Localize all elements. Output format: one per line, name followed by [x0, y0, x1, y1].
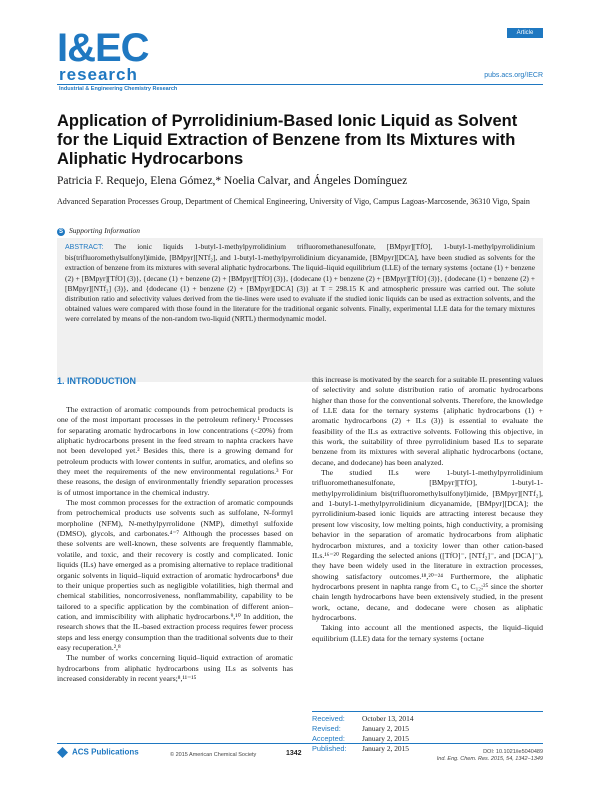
publication-dates [312, 714, 543, 754]
supporting-info-icon: S [58, 229, 63, 235]
page-number: 1342 [286, 750, 302, 757]
date-value: January 2, 2015 [362, 724, 410, 733]
publisher-logo [57, 747, 139, 758]
paragraph: Taking into account all the mentioned aspects, the liquid–liquid equilibrium (LLE) data for the ternary systems {octane [312, 623, 543, 643]
supporting-information-link[interactable] [57, 226, 140, 236]
journal-logo: I&EC [57, 26, 149, 70]
paragraph: The extraction of aromatic compounds from petrochemical products is one of the most important processes in the petroleum refinery.¹ Processes for separating aromatic hydrocarbons in low concentrations (<20%) from aliphatic hydrocarbons present in the feed stream to naphta crackers have not been developed yet.² Besides this, there is a growing demand for petroleum products with lower contents in sulfur, aromatics, and olefins so they meet the requirements of the new environmental regulations.³ For these reasons, the design of environmentally friendly separation processes is of utmost importance in the chemical industry. [57, 405, 293, 497]
paragraph: The number of works concerning liquid–liquid extraction of aromatic hydrocarbons from aliphatic hydrocarbons using ILs as solvents has increased considerably in recent years;⁸,¹¹⁻¹⁵ [57, 653, 293, 683]
date-value: October 13, 2014 [362, 714, 414, 723]
doi-citation [423, 749, 543, 763]
abstract-text: The ionic liquids 1-butyl-1-methylpyrrolidinium trifluoromethanesulfonate, [BMpyr][TfO], 1-butyl-1-methylpyrrolidinium bis(trifluoromethylsulfonyl)imide, [BMpyr][NTf₂], and 1-butyl-1-methylpyrrolidinium dicyanamide, [BMpyr][DCA], have been studied as solvents for the extraction of benzene from its mixtures with several aliphatic hydrocarbons. The liquid–liquid equilibrium (LLE) of the ternary systems {octane (1) + benzene (2) + [BMpyr][TfO] (3)}, {decane (1) + benzene (2) + [BMpyr][TfO] (3)}, {dodecane (1) + benzene (2) + [BMpyr][TfO] (3)}, {dodecane (1) + benzene (2) + [BMpyr][NTf₂] (3)}, and {dodecane (1) + benzene (2) + [BMpyr][DCA] (3)} at T = 298.15 K and atmospheric pressure was carried out. The solute distribution ratio and selectivity values derived from the tie-lines were used to evaluate if the studied ionic liquids can be used as extraction solvents, and the obtained values were compared with those found in the literature for the traditional organic solvents. Finally, experimental LLE data for the ternary mixtures were correlated by means of the non-random two-liquid (NRTL) thermodynamic model. [65, 242, 535, 324]
date-value: January 2, 2015 [362, 734, 410, 743]
acs-diamond-icon [57, 747, 68, 758]
copyright-notice: © 2015 American Chemical Society [170, 752, 257, 758]
article-title: Application of Pyrrolidinium-Based Ionic Liquid as Solvent for the Liquid Extraction of Benzene from Its Mixtures with Aliphatic Hydrocarbons [57, 112, 518, 168]
date-label: Published: [312, 744, 347, 753]
footer-divider [57, 743, 543, 744]
body-column-left [57, 405, 293, 684]
abstract-box [57, 238, 543, 382]
date-label: Accepted: [312, 734, 345, 743]
article-type-badge: Article [507, 28, 543, 38]
body-column-right [312, 375, 543, 644]
author-list: Patricia F. Requejo, Elena Gómez,* Noelia Calvar, and Ángeles Domínguez [57, 175, 408, 187]
paragraph: The most common processes for the extraction of aromatic compounds from petrochemical products use solvents such as sulfolane, N-formyl morpholine (NFM), N-methylpyrrolidone (NMP), dimethyl sulfoxide (DMSO), glycols, and carbonates.⁴⁻⁷ Although the processes based on these solvents are well-known, these solvents are frequently flammable, volatile, and toxic, and their recovery is costly and complicated. Ionic liquids (ILs) have emerged as a promising alternative to replace traditional organic solvents in liquid–liquid extraction of aromatic hydrocarbons⁸ due to their unique properties such as negligible volatilities, high thermal and chemical stabilities, noncorrosiveness, nonflammability, capability to be tailored to a specific application by the combination of different anion–cation, and immiscibility with aliphatic hydrocarbons.⁹,¹⁰ In addition, the research shows that the IL-based extraction process requires fewer process steps and less energy consumption than the traditional solvents due to their easy recuperation.²,⁸ [57, 498, 293, 652]
date-row-received [312, 714, 543, 724]
doi-link[interactable]: DOI: 10.1021/ie5040489 [483, 749, 543, 755]
date-label: Received: [312, 714, 345, 723]
journal-logo-tagline: Industrial & Engineering Chemistry Research [59, 86, 178, 92]
date-label: Revised: [312, 724, 341, 733]
header-divider [57, 84, 543, 85]
abstract-label: ABSTRACT: [65, 244, 104, 251]
section-heading-introduction: 1. INTRODUCTION [57, 376, 137, 386]
supporting-info-label: Supporting Information [69, 226, 141, 235]
paragraph: this increase is motivated by the search for a suitable IL presenting values of selectivity and solute distribution ratio of aromatic hydrocarbons higher than those for the conventional solvents. Therefore, the knowledge of LLE data for the ternary systems {aliphatic hydrocarbons (1) + aromatic hydrocarbons (2) + ILs (3)} is essential to evaluate the feasibility of the ILs as extractive solvents. Following this objective, in this work, the suitability of three pyrrolidinium based ILs to separate benzene from its mixtures with several aliphatic hydrocarbons (octane, decane, and dodecane) has been analyzed. [312, 375, 543, 467]
citation-text: Ind. Eng. Chem. Res. 2015, 54, 1342−1349 [436, 756, 543, 762]
dates-divider [312, 711, 543, 712]
publisher-name: ACS Publications [72, 747, 139, 757]
paragraph: The studied ILs were 1-butyl-1-methylpyrrolidinium trifluoromethanesulfonate, [BMpyr][TfO], 1-butyl-1-methylpyrrolidinium bis(trifluoromethylsulfonyl)imide, [BMpyr][NTf₂], and 1-butyl-1-methylpyrrolidinium dicyanamide, [BMpyr][DCA]; the pyrrolidinium-based ionic liquids are attracting interest because they present low viscosity, low melting points, high conductivity, a promising behavior in the separation of aromatic hydrocarbons from aliphatic hydrocarbon mixtures, and a toxicity lower than other cation-based ILs.¹⁶⁻²⁰ Regarding the selected anions ([TfO]⁻, [NTf₂]⁻, and [DCA]⁻), they have been widely used in the literature in extraction processes, showing satisfactory outcomes.¹⁸,²⁰⁻²⁴ Furthermore, the aliphatic hydrocarbons present in naphta range from C₄ to C₁₂;²⁵ since the shorter chain length hydrocarbons have been extensively studied, in the present work, octane, decane, and dodecane were chosen as aliphatic hydrocarbons. [312, 468, 543, 622]
journal-logo-subtitle: research [59, 65, 138, 84]
affiliation: Advanced Separation Processes Group, Department of Chemical Engineering, University of Vigo, Campus Lagoas-Marcosende, 36310 Vigo, Spain [57, 197, 530, 206]
date-value: January 2, 2015 [362, 744, 410, 753]
journal-url-link[interactable]: pubs.acs.org/IECR [484, 72, 543, 79]
date-row-revised [312, 724, 543, 734]
